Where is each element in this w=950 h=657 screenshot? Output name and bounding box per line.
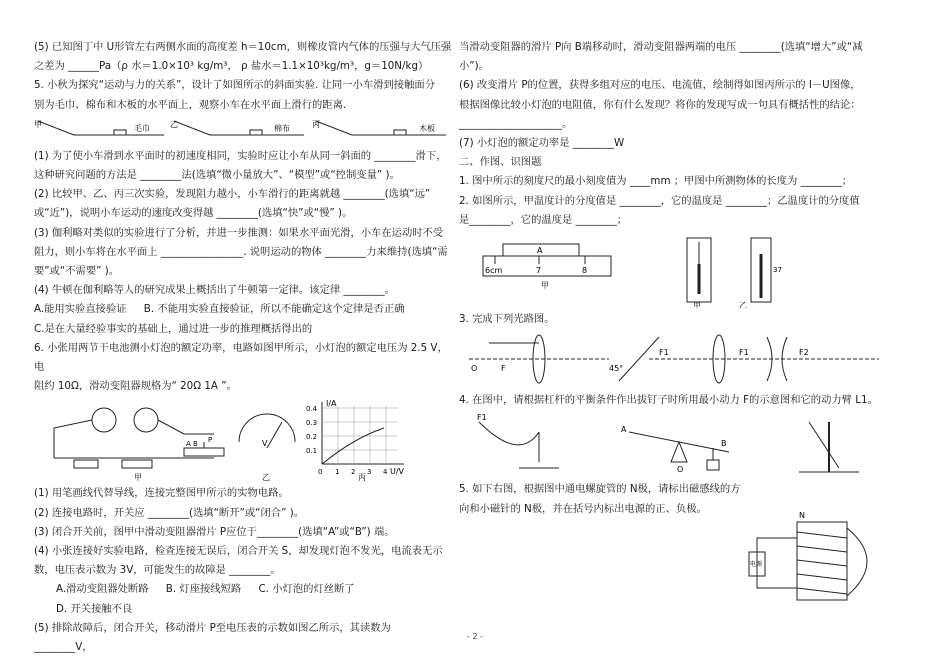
lens-f: F bbox=[501, 364, 506, 374]
fig-tag-jia: 甲 bbox=[134, 473, 142, 483]
fig-tag-bing: 丙 bbox=[358, 473, 366, 483]
q6s4-options bbox=[34, 580, 452, 618]
q5s3-line3: 要”或“不需要” )。 bbox=[34, 265, 120, 278]
q5a-line1: (5) 已知图丁中 U形管左右两侧水面的高度差 h＝10cm，则橡皮管内气体的压强与大气压强 bbox=[34, 41, 452, 53]
q6s4-option-b: B. 灯座接线短路 bbox=[165, 583, 242, 596]
r-line3: (6) 改变滑片 P的位置，获得多组对应的电压、电流值，绘制得如图丙所示的 I－U图像， bbox=[459, 79, 861, 92]
q5s1-line2: 这种研究问题的方法是 ________法(选填“微小量放大”、“模型”或“控制变量” )。 bbox=[34, 169, 400, 182]
ramp-tag-a: 甲 bbox=[34, 119, 42, 129]
ruler-mark-7: 7 bbox=[536, 266, 542, 276]
r-line4: 根据图像比较小灯泡的电阻值，你有什么发现？将你的发现写成一句具有概括性的结论： bbox=[459, 98, 861, 111]
q6s4-line1: (4) 小张连接好实验电路，检查连接无误后，闭合开关 S，却发现灯泡不发光，电流表无示 bbox=[34, 545, 443, 558]
power-source-label: 电源 bbox=[750, 561, 763, 568]
q5s4-option-b: B. 不能用实验直接验证，所以不能确定这个定律是否正确 bbox=[143, 303, 405, 316]
r-line5: ____________________。 bbox=[459, 117, 573, 130]
meter-label: V bbox=[262, 439, 268, 449]
solenoid-diagram bbox=[737, 508, 887, 618]
ytick-02: 0.2 bbox=[306, 433, 318, 442]
q6s4-line2: 数，电压表示数为 3V，可能发生的故障是 ________。 bbox=[34, 564, 281, 577]
q5s2-line2: 或“近”)，说明小车运动的速度改变得越 ________(选填“快”或“慢” )。 bbox=[34, 207, 353, 220]
page-number: - 2 - bbox=[467, 632, 483, 641]
r-line6: (7) 小灯泡的额定功率是 ________W bbox=[459, 137, 625, 150]
ruler-object-a: A bbox=[537, 246, 543, 256]
lens-diagrams bbox=[459, 331, 889, 389]
d2-line2: 是________，它的温度是 ________； bbox=[459, 213, 628, 226]
q6s4-option-d: D. 开关接触不良 bbox=[56, 602, 133, 615]
lever2-b: B bbox=[721, 439, 727, 449]
q5s4-line: (4) 牛顿在伽利略等人的研究成果上概括出了牛顿第一定律。该定律 ________。 bbox=[34, 284, 395, 297]
lens-figure bbox=[459, 331, 889, 389]
section-2-title: 二、作图、识图题 bbox=[459, 156, 542, 169]
q6s1-line: (1) 用笔画线代替导线，连接完整图甲所示的实物电路。 bbox=[34, 487, 289, 500]
q5-line2: 别为毛巾、棉布和木板的水平面上，观察小车在水平面上滑行的距离. bbox=[34, 98, 347, 111]
q5s1-line1: (1) 为了使小车滑到水平面时的初速度相同，实验时应让小车从同一斜面的 ________滑下， bbox=[34, 149, 447, 162]
q6s4-option-a: A.滑动变阻器处断路 bbox=[56, 583, 149, 596]
lever-figure bbox=[459, 412, 889, 478]
mirror-angle: 45° bbox=[609, 364, 624, 374]
iu-curve bbox=[322, 428, 384, 464]
ruler-mark-8: 8 bbox=[582, 266, 588, 276]
ramp-label-wood: 木板 bbox=[419, 123, 435, 133]
ramp-label-cotton: 棉布 bbox=[274, 123, 290, 133]
q6s4-option-c: C. 小灯泡的灯丝断了 bbox=[258, 583, 355, 596]
thermo-scale: 37 bbox=[773, 266, 782, 275]
q6s2-line: (2) 连接电路时，开关应 ________(选填“断开”或“闭合” )。 bbox=[34, 506, 305, 519]
q6-line1: 6. 小张用两节干电池测小灯泡的额定功率，电路如图甲所示，小灯泡的额定电压为 2.5 V，电 bbox=[34, 341, 448, 374]
lens-o: O bbox=[471, 364, 478, 374]
q5s3-line2: 阻力，则小车将在水平面上 ________________. 说明运动的物体 ________力来维持(选填“需 bbox=[34, 245, 448, 258]
lever1-f1: F1 bbox=[477, 413, 487, 423]
graph-ylabel: I/A bbox=[326, 399, 337, 409]
q5a-line2: 之差为 ______Pa（ρ 水＝1.0×10³ kg/m³， ρ 盐水＝1.1×10³kg/m³，g＝10N/kg） bbox=[34, 60, 429, 73]
right-column bbox=[459, 38, 889, 568]
xtick-1: 1 bbox=[335, 468, 340, 477]
circuit-figure bbox=[34, 398, 452, 482]
xtick-2: 2 bbox=[351, 468, 356, 477]
q6-line2: 阻约 10Ω，滑动变阻器规格为“ 20Ω 1A ”。 bbox=[34, 380, 237, 393]
q6s5-line: (5) 排除故障后，闭合开关，移动滑片 P至电压表的示数如图乙所示，其读数为 ________V， bbox=[34, 621, 391, 654]
lever2-o: O bbox=[677, 465, 684, 475]
ramp-tag-c: 丙 bbox=[312, 119, 320, 129]
lens2-f1b: F1 bbox=[739, 348, 749, 358]
thermo-tag-a: 甲 bbox=[693, 301, 701, 309]
q5s4-options bbox=[34, 300, 452, 319]
left-column bbox=[34, 38, 452, 657]
graph-xlabel: U/V bbox=[390, 467, 405, 477]
ruler-mark-6cm: 6cm bbox=[485, 266, 503, 276]
lever-diagrams bbox=[459, 412, 889, 478]
ramp-tag-b: 乙 bbox=[170, 119, 178, 129]
circuit-graph-diagrams bbox=[34, 398, 452, 482]
r-line2: 小”)。 bbox=[459, 60, 489, 73]
ruler-thermo-figure bbox=[459, 232, 889, 308]
q5s4-option-a: A.能用实验直接验证 bbox=[34, 303, 127, 316]
rheostat-ab: A B bbox=[186, 440, 198, 449]
q5s4-option-c: C.是在大量经验事实的基础上，通过进一步的推理概括得出的 bbox=[34, 322, 313, 335]
q5s3-line1: (3) 伽利略对类似的实验进行了分析，并进一步推测：如果水平面光滑，小车在运动时不受 bbox=[34, 226, 444, 239]
xtick-4: 4 bbox=[383, 468, 388, 477]
fig-tag-yi: 乙 bbox=[262, 473, 270, 483]
ramp-figure bbox=[34, 117, 452, 145]
lever2-a: A bbox=[621, 425, 627, 435]
d4-line: 4. 在图中，请根据杠杆的平衡条件作出拔钉子时所用最小动力 F的示意图和它的动力臂 L1。 bbox=[459, 394, 878, 407]
coil-n-label: N bbox=[799, 511, 805, 520]
ramp-label-towel: 毛巾 bbox=[134, 123, 150, 133]
ytick-04: 0.4 bbox=[306, 405, 318, 414]
coil-figure bbox=[737, 508, 887, 618]
q5-line1: 5. 小秋为探究“运动与力的关系”，设计了如图所示的斜面实验. 让同一小车滑到接触面分 bbox=[34, 79, 435, 92]
xtick-0: 0 bbox=[318, 468, 323, 477]
ruler-tag: 甲 bbox=[541, 281, 549, 291]
d5-line1: 5. 如下右图，根据图中通电螺旋管的 N极，请标出磁感线的方 bbox=[459, 483, 741, 496]
ytick-03: 0.3 bbox=[306, 419, 318, 428]
d5-line2: 向和小磁针的 N极，并在括号内标出电源的正、负极。 bbox=[459, 502, 707, 515]
ruler-thermometer-diagrams bbox=[459, 232, 889, 308]
xtick-3: 3 bbox=[367, 468, 372, 477]
d2-line1: 2. 如图所示，甲温度计的分度值是 ________，它的温度是 ________；乙温度计的分度值 bbox=[459, 194, 860, 207]
lens2-f1: F1 bbox=[659, 348, 669, 358]
lens3-f2: F2 bbox=[799, 348, 809, 358]
q6s3-line: (3) 闭合开关前，图甲中滑动变阻器滑片 P应位于________(选填“A”或“B”) 端。 bbox=[34, 525, 395, 538]
thermo-tag-b: 乙 bbox=[739, 301, 747, 309]
ytick-01: 0.1 bbox=[306, 447, 318, 456]
ramp-diagrams bbox=[34, 117, 452, 145]
q5s2-line1: (2) 比较甲、乙、丙三次实验，发现阻力越小，小车滑行的距离就越 ________(选填“远” bbox=[34, 188, 431, 201]
r-line1: 当滑动变阻器的滑片 P向 B端移动时，滑动变阻器两端的电压 ________(选填“增大”或“减 bbox=[459, 41, 863, 53]
d1-line: 1. 图中所示的刻度尺的最小刻度值为 ____mm ；甲图中所测物体的长度为 ________； bbox=[459, 175, 853, 188]
d3-line: 3. 完成下列光路图。 bbox=[459, 313, 555, 326]
rheostat-p: P bbox=[208, 436, 213, 445]
